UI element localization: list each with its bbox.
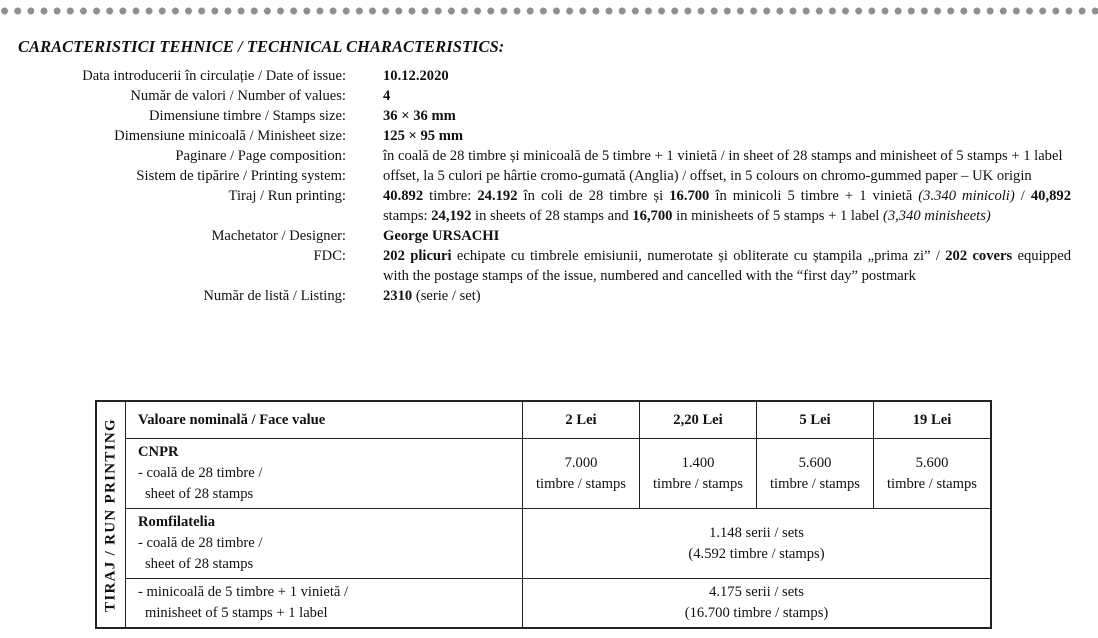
unit: timbre / stamps [770, 475, 860, 492]
row-label [126, 579, 523, 629]
spec-row-minisheet-size [0, 126, 1098, 146]
unit: timbre / stamps [887, 475, 977, 492]
run-sheets-ro: 24.192 [477, 188, 518, 204]
spec-label: Dimensiune minicoală / Minisheet size: [114, 128, 346, 144]
spec-label: FDC: [313, 248, 346, 264]
spec-row-printing-system [0, 166, 1098, 186]
text: timbre: [423, 188, 478, 204]
dotted-divider [0, 6, 1098, 16]
qty: 7.000 [564, 454, 598, 471]
qty-cell [874, 439, 992, 509]
run-printing-table [95, 400, 992, 629]
fdc-count-ro: 202 plicuri [383, 248, 452, 264]
spec-value: offset, la 5 culori pe hârtie cromo-gumată (Anglia) / offset, in 5 colours on chromo-gummed paper – UK origin [383, 168, 1032, 184]
text: în coli de 28 timbre și [517, 188, 670, 204]
spec-row-listing [0, 286, 1098, 306]
run-minisheets-ro: 16.700 [669, 188, 710, 204]
spec-row-fdc [0, 246, 1098, 286]
face-value-19-lei: 19 Lei [874, 401, 992, 439]
side-label-cell [96, 401, 126, 628]
row-line: minisheet of 5 stamps + 1 label [145, 605, 328, 621]
table-row-romfilatelia-sheet [96, 509, 991, 579]
stamps-count: (16.700 timbre / stamps) [684, 605, 829, 621]
spec-label: Număr de valori / Number of values: [130, 88, 346, 104]
run-minisheets-en: 16,700 [632, 208, 673, 224]
spec-label: Data introducerii în circulație / Date of issue: [82, 68, 346, 84]
face-value-5-lei: 5 Lei [757, 401, 874, 439]
side-label: TIRAJ / RUN PRINTING [102, 417, 119, 612]
row-label [126, 509, 523, 579]
sets-count: 4.175 serii / sets [709, 584, 804, 600]
run-sheets-en: 24,192 [431, 208, 472, 224]
row-title: Romfilatelia [138, 514, 216, 530]
text: (serie / set) [412, 288, 481, 304]
minisheet-count-en: (3,340 minisheets) [882, 208, 991, 224]
text: in minisheets of 5 stamps + 1 label [672, 208, 883, 224]
face-value-2-20-lei: 2,20 Lei [640, 401, 757, 439]
row-line: sheet of 28 stamps [145, 556, 254, 572]
listing-number: 2310 [383, 288, 413, 304]
merged-qty-cell [523, 509, 992, 579]
text: echipate cu timbrele emisiunii, numerotate și obliterate cu ștampila „prima zi” / [451, 248, 946, 264]
run-total-en: 40,892 [1030, 188, 1071, 204]
row-line: - coală de 28 timbre / [138, 535, 263, 551]
section-title: CARACTERISTICI TEHNICE / TECHNICAL CHARACTERISTICS: [18, 37, 505, 56]
spec-value: 4 [383, 88, 391, 104]
qty: 5.600 [915, 454, 949, 471]
spec-label: Paginare / Page composition: [175, 148, 346, 164]
spec-label: Număr de listă / Listing: [203, 288, 346, 304]
text: in sheets of 28 stamps and [471, 208, 633, 224]
row-title: CNPR [138, 444, 179, 460]
row-line: sheet of 28 stamps [145, 486, 254, 502]
table-header-row [96, 401, 991, 439]
face-value-header: Valoare nominală / Face value [126, 401, 523, 439]
spec-label: Sistem de tipărire / Printing system: [136, 168, 346, 184]
spec-row-page-composition [0, 146, 1098, 166]
row-line: - minicoală de 5 timbre + 1 vinietă / [138, 584, 349, 600]
merged-qty-cell [523, 579, 992, 629]
sets-count: 1.148 serii / sets [709, 524, 804, 541]
spec-label: Machetator / Designer: [211, 228, 346, 244]
spec-value: 125 × 95 mm [383, 128, 464, 144]
qty: 5.600 [798, 454, 832, 471]
table-row-romfilatelia-minisheet [96, 579, 991, 629]
spec-value: 36 × 36 mm [383, 108, 456, 124]
row-line: - coală de 28 timbre / [138, 465, 263, 481]
spec-value [383, 286, 1071, 306]
text: / [1014, 188, 1031, 204]
text: în minicoli 5 timbre + 1 vinietă [709, 188, 919, 204]
unit: timbre / stamps [653, 475, 743, 492]
unit: timbre / stamps [536, 475, 626, 492]
spec-row-run-printing [0, 186, 1098, 226]
spec-row-number-of-values [0, 86, 1098, 106]
fdc-count-en: 202 covers [945, 248, 1013, 264]
spec-row-stamps-size [0, 106, 1098, 126]
spec-value: George URSACHI [383, 228, 500, 244]
table-row-cnpr [96, 439, 991, 509]
qty-cell [757, 439, 874, 509]
qty: 1.400 [681, 454, 715, 471]
spec-label: Dimensiune timbre / Stamps size: [149, 108, 346, 124]
text: equipped with the postage stamps of the issue, numbered and cancelled with the “first day” postmark [383, 248, 1071, 284]
text: stamps: [383, 208, 432, 224]
qty-cell [640, 439, 757, 509]
spec-value: 10.12.2020 [383, 68, 449, 84]
minisheet-count-ro: (3.340 minicoli) [918, 188, 1015, 204]
spec-label: Tiraj / Run printing: [228, 188, 346, 204]
technical-specs [0, 66, 1098, 306]
spec-row-date-of-issue [0, 66, 1098, 86]
qty-cell [523, 439, 640, 509]
spec-value: în coală de 28 timbre și minicoală de 5 timbre + 1 vinietă / in sheet of 28 stamps and minisheet of 5 stamps + 1 label [383, 148, 1063, 164]
stamps-count: (4.592 timbre / stamps) [688, 545, 825, 562]
spec-value [383, 246, 1071, 286]
spec-row-designer [0, 226, 1098, 246]
spec-value [383, 186, 1071, 226]
face-value-2-lei: 2 Lei [523, 401, 640, 439]
run-total-ro: 40.892 [383, 188, 424, 204]
row-label [126, 439, 523, 509]
